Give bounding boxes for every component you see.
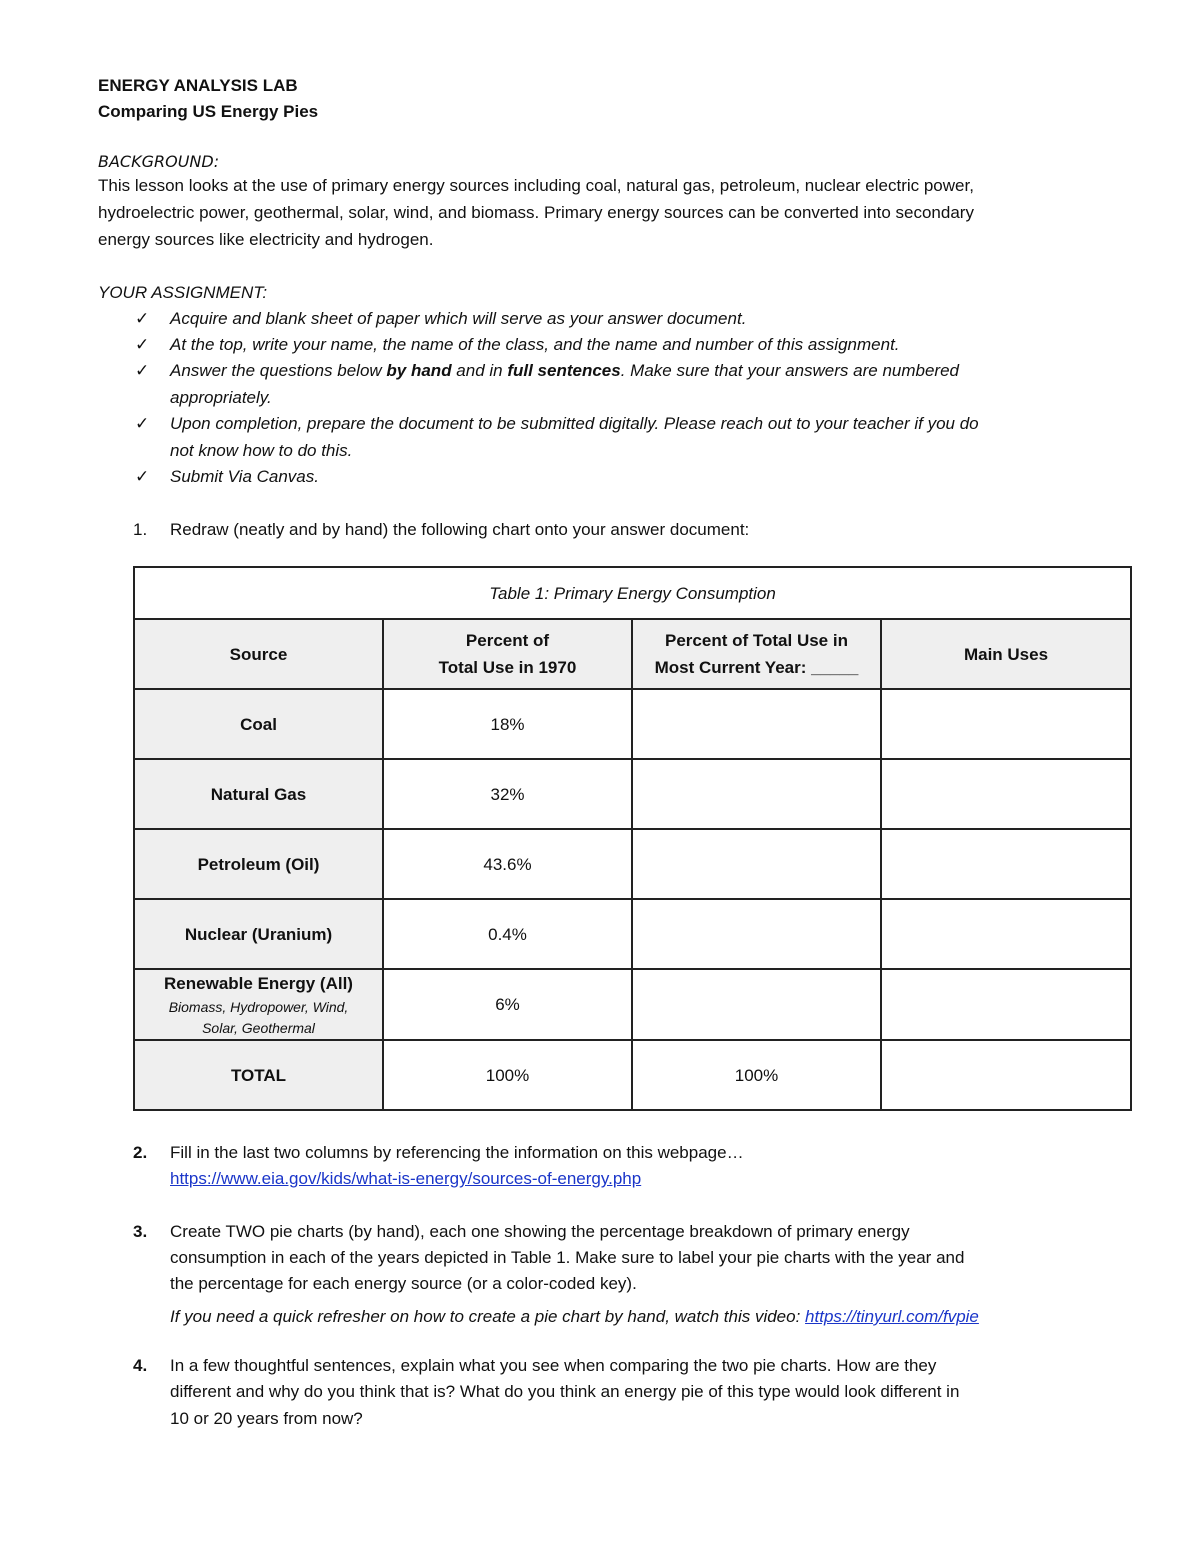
cell-main-uses <box>881 689 1131 759</box>
header-main-uses: Main Uses <box>881 619 1131 689</box>
cell-percent-1970: 6% <box>383 969 632 1040</box>
question-4-line-3: 10 or 20 years from now? <box>170 1409 363 1428</box>
background-line-1: This lesson looks at the use of primary energy sources including coal, natural gas, petroleum, nuclear electric power, <box>98 176 974 195</box>
question-2-text: Fill in the last two columns by referencing the information on this webpage… <box>170 1143 744 1162</box>
cell-percent-current <box>632 689 881 759</box>
item3-emphasis-by-hand: by hand <box>386 361 452 380</box>
renewable-label: Renewable Energy (All) <box>164 974 353 993</box>
checkmark-icon: ✓ <box>135 361 150 380</box>
cell-percent-current <box>632 829 881 899</box>
energy-consumption-table <box>133 566 1132 1111</box>
table-row <box>134 899 1131 969</box>
renewable-sublabel-2: Solar, Geothermal <box>202 1020 315 1036</box>
cell-source: TOTAL <box>134 1040 383 1110</box>
question-4-number: 4. <box>133 1356 148 1375</box>
cell-main-uses <box>881 1040 1131 1110</box>
cell-percent-1970: 32% <box>383 759 632 829</box>
question-3-line-1: Create TWO pie charts (by hand), each one showing the percentage breakdown of primary energy <box>170 1222 910 1241</box>
cell-percent-1970: 43.6% <box>383 829 632 899</box>
checkmark-icon: ✓ <box>135 335 150 354</box>
question-2-number: 2. <box>133 1143 148 1162</box>
table-row <box>134 829 1131 899</box>
question-1-number: 1. <box>133 520 148 539</box>
table-row <box>134 1040 1131 1110</box>
header-percent-1970 <box>383 619 632 689</box>
checkmark-icon: ✓ <box>135 309 150 328</box>
table-row <box>134 689 1131 759</box>
cell-percent-1970: 18% <box>383 689 632 759</box>
header-1970-line-1: Percent of <box>465 631 550 650</box>
header-current-line-1: Percent of Total Use in <box>665 631 848 650</box>
cell-source: Coal <box>134 689 383 759</box>
assignment-item-2: At the top, write your name, the name of the class, and the name and number of this assignment. <box>170 335 900 354</box>
assignment-item-3-cont: appropriately. <box>170 388 272 407</box>
question-3-number: 3. <box>133 1222 148 1241</box>
question-3-line-2: consumption in each of the years depicted in Table 1. Make sure to label your pie charts with the year and <box>170 1248 965 1267</box>
document-title: ENERGY ANALYSIS LAB <box>98 76 298 95</box>
cell-main-uses <box>881 759 1131 829</box>
cell-source: Petroleum (Oil) <box>134 829 383 899</box>
checkmark-icon: ✓ <box>135 467 150 486</box>
cell-percent-1970: 0.4% <box>383 899 632 969</box>
question-4-line-1: In a few thoughtful sentences, explain what you see when comparing the two pie charts. How are they <box>170 1356 937 1375</box>
item3-emphasis-full-sentences: full sentences <box>507 361 621 380</box>
background-label: BACKGROUND: <box>98 152 220 171</box>
cell-source: Natural Gas <box>134 759 383 829</box>
renewable-sublabel-1: Biomass, Hydropower, Wind, <box>168 999 349 1015</box>
cell-main-uses <box>881 829 1131 899</box>
table-caption: Table 1: Primary Energy Consumption <box>134 567 1131 619</box>
cell-main-uses <box>881 969 1131 1040</box>
checkmark-icon: ✓ <box>135 414 150 433</box>
table-row <box>134 969 1131 1040</box>
cell-percent-current <box>632 759 881 829</box>
header-source: Source <box>134 619 383 689</box>
pie-chart-video-link[interactable]: https://tinyurl.com/fvpie <box>805 1307 979 1326</box>
assignment-item-3 <box>170 357 959 384</box>
question-4-line-2: different and why do you think that is? What do you think an energy pie of this type would look different in <box>170 1382 960 1401</box>
item3-text-c: and in <box>451 361 508 380</box>
cell-percent-current <box>632 899 881 969</box>
assignment-item-5: Submit Via Canvas. <box>170 467 319 486</box>
document-subtitle: Comparing US Energy Pies <box>98 102 319 121</box>
eia-sources-link[interactable]: https://www.eia.gov/kids/what-is-energy/sources-of-energy.php <box>170 1169 642 1188</box>
item3-text-e: . Make sure that your answers are numbered <box>620 361 959 380</box>
question-1-text: Redraw (neatly and by hand) the following chart onto your answer document: <box>170 520 750 539</box>
cell-percent-current <box>632 969 881 1040</box>
question-3-line-3: the percentage for each energy source (or a color-coded key). <box>170 1274 637 1293</box>
cell-source <box>134 969 383 1040</box>
question-3-hint <box>170 1303 979 1330</box>
cell-source: Nuclear (Uranium) <box>134 899 383 969</box>
header-1970-line-2: Total Use in 1970 <box>438 658 577 677</box>
cell-main-uses <box>881 899 1131 969</box>
table-row <box>134 759 1131 829</box>
background-line-3: energy sources like electricity and hydrogen. <box>98 230 434 249</box>
background-line-2: hydroelectric power, geothermal, solar, wind, and biomass. Primary energy sources can be converted into secondary <box>98 203 974 222</box>
item3-text-a: Answer the questions below <box>170 361 387 380</box>
header-current-line-2: Most Current Year: _____ <box>654 658 859 677</box>
assignment-item-4: Upon completion, prepare the document to be submitted digitally. Please reach out to your teacher if you do <box>170 414 979 433</box>
hint-text: If you need a quick refresher on how to create a pie chart by hand, watch this video: <box>170 1307 806 1326</box>
assignment-item-1: Acquire and blank sheet of paper which will serve as your answer document. <box>170 309 747 328</box>
header-percent-current <box>632 619 881 689</box>
assignment-label: YOUR ASSIGNMENT: <box>98 283 268 302</box>
cell-percent-1970: 100% <box>383 1040 632 1110</box>
table-header-row <box>134 619 1131 689</box>
cell-percent-current: 100% <box>632 1040 881 1110</box>
assignment-item-4-cont: not know how to do this. <box>170 441 353 460</box>
